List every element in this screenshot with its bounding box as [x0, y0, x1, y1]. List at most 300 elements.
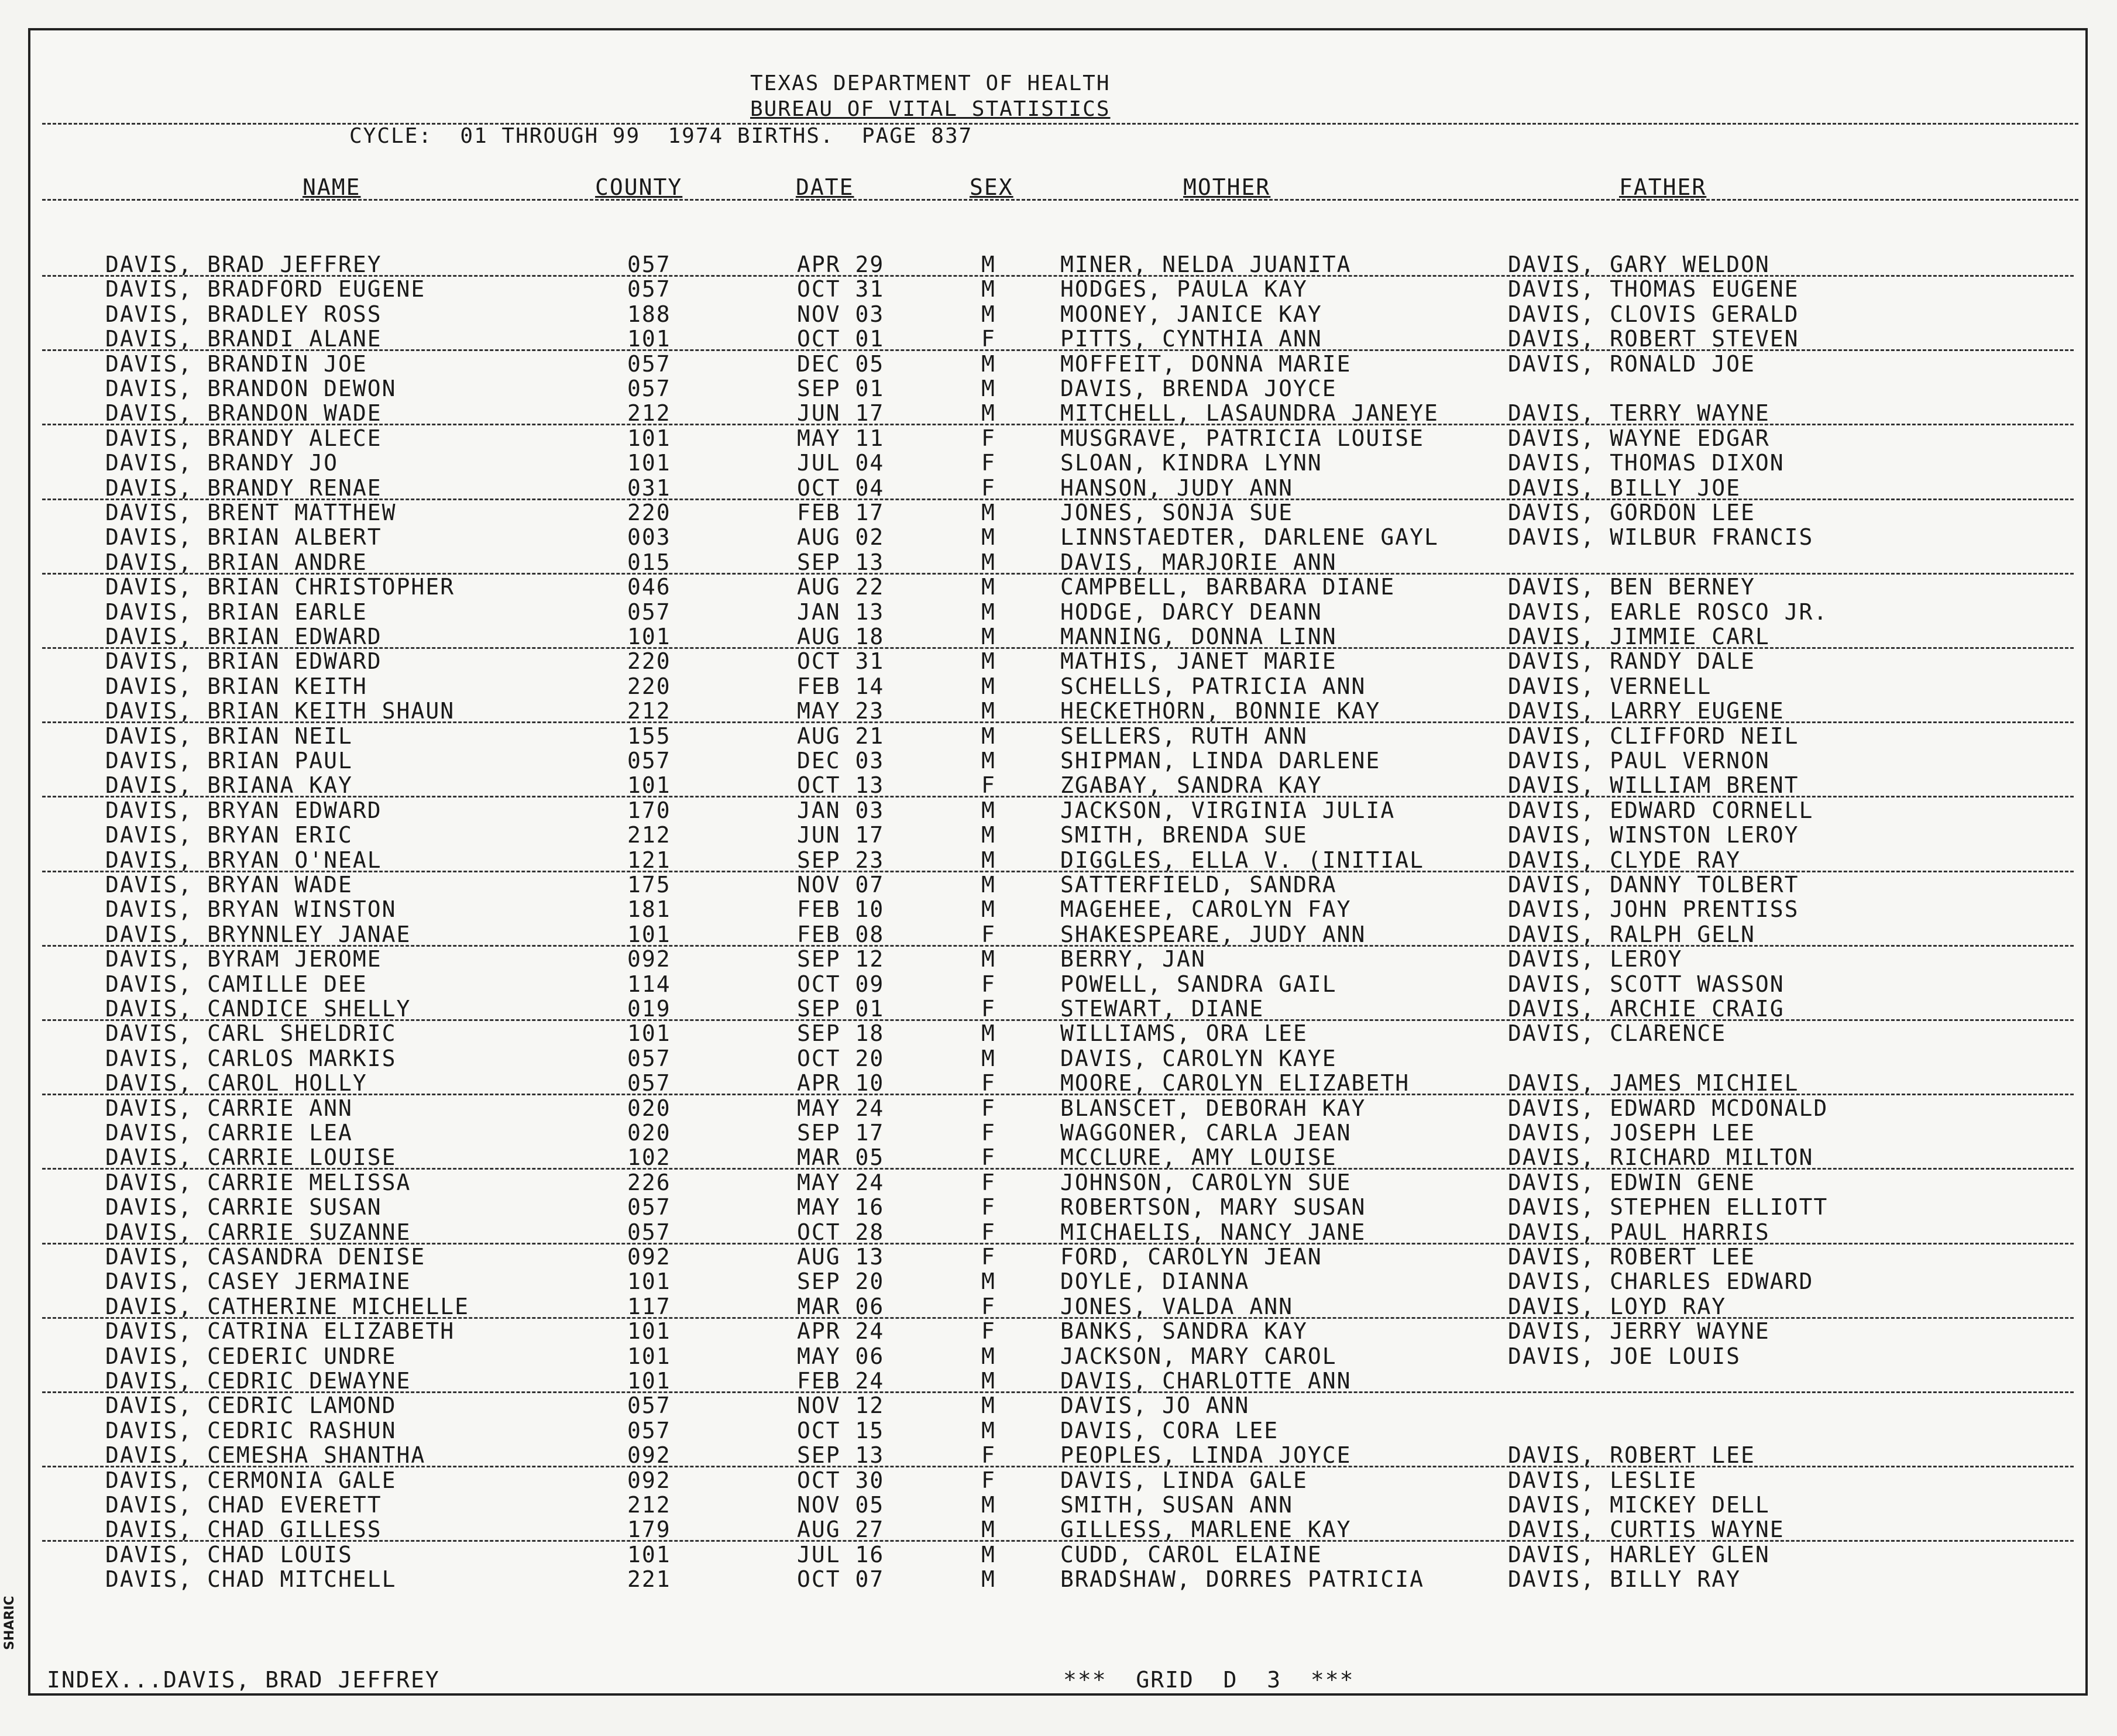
cell-father: DAVIS, VERNELL	[1508, 673, 1712, 699]
cell-date: OCT 28	[797, 1219, 885, 1245]
table-row	[30, 1194, 2085, 1219]
cell-sex: M	[981, 524, 996, 551]
cell-name: DAVIS, BRANDY RENAE	[105, 475, 382, 501]
cell-date: OCT 01	[797, 326, 885, 352]
cell-name: DAVIS, CEDRIC DEWAYNE	[105, 1368, 411, 1394]
cell-date: OCT 09	[797, 971, 885, 997]
cell-date: OCT 30	[797, 1467, 885, 1493]
cell-sex: F	[981, 326, 996, 352]
cell-mother: MCCLURE, AMY LOUISE	[1060, 1144, 1337, 1171]
cell-name: DAVIS, CAMILLE DEE	[105, 971, 367, 997]
cell-sex: F	[981, 971, 996, 997]
cell-father: DAVIS, HARLEY GLEN	[1508, 1541, 1770, 1567]
cell-county: 101	[627, 1368, 671, 1394]
cell-date: SEP 12	[797, 946, 885, 972]
table-row	[30, 276, 2085, 301]
cell-name: DAVIS, BRENT MATTHEW	[105, 500, 397, 525]
cell-county: 220	[627, 648, 671, 675]
cell-date: OCT 07	[797, 1566, 885, 1593]
cell-father: DAVIS, CLYDE RAY	[1508, 847, 1741, 873]
cell-sex: M	[981, 1020, 996, 1047]
table-row	[30, 1393, 2085, 1417]
cell-mother: SHIPMAN, LINDA DARLENE	[1060, 748, 1381, 774]
cell-father: DAVIS, JERRY WAYNE	[1508, 1318, 1770, 1345]
cell-father: DAVIS, EDWIN GENE	[1508, 1169, 1755, 1195]
cell-father: DAVIS, PAUL VERNON	[1508, 748, 1770, 774]
cell-father: DAVIS, PAUL HARRIS	[1508, 1219, 1770, 1245]
column-header-date: DATE	[796, 174, 854, 200]
cell-name: DAVIS, BRIAN KEITH	[105, 673, 367, 699]
cell-date: AUG 21	[797, 723, 885, 749]
cell-mother: SMITH, SUSAN ANN	[1060, 1492, 1294, 1518]
cell-date: OCT 31	[797, 648, 885, 675]
cell-name: DAVIS, BRIAN NEIL	[105, 723, 353, 749]
cell-father: DAVIS, JOSEPH LEE	[1508, 1120, 1755, 1146]
cell-sex: M	[981, 1045, 996, 1071]
cell-date: FEB 24	[797, 1368, 885, 1394]
table-row	[30, 1492, 2085, 1517]
cell-date: MAY 11	[797, 425, 885, 451]
cell-county: 101	[627, 1020, 671, 1047]
cell-mother: DAVIS, MARJORIE ANN	[1060, 549, 1337, 575]
bureau-title: BUREAU OF VITAL STATISTICS	[750, 97, 1111, 121]
cell-date: SEP 20	[797, 1269, 885, 1295]
cell-county: 101	[627, 425, 671, 451]
agency-title: TEXAS DEPARTMENT OF HEALTH	[750, 71, 1111, 95]
index-footer: INDEX...DAVIS, BRAD JEFFREY	[47, 1667, 440, 1693]
cell-county: 020	[627, 1095, 671, 1121]
cell-mother: WILLIAMS, ORA LEE	[1060, 1020, 1308, 1047]
cell-mother: DAVIS, LINDA GALE	[1060, 1467, 1308, 1493]
cell-sex: M	[981, 574, 996, 600]
cell-sex: F	[981, 1194, 996, 1221]
cell-sex: F	[981, 1318, 996, 1345]
cell-name: DAVIS, CAROL HOLLY	[105, 1070, 367, 1096]
table-row	[30, 1170, 2085, 1194]
cell-mother: STEWART, DIANE	[1060, 996, 1264, 1022]
cell-name: DAVIS, CASEY JERMAINE	[105, 1269, 411, 1295]
cell-date: AUG 02	[797, 524, 885, 551]
table-row	[30, 1542, 2085, 1566]
cell-mother: BLANSCET, DEBORAH KAY	[1060, 1095, 1366, 1121]
cell-father: DAVIS, RALPH GELN	[1508, 921, 1755, 947]
cell-county: 092	[627, 1244, 671, 1270]
cell-sex: M	[981, 946, 996, 972]
cell-sex: M	[981, 872, 996, 898]
cell-name: DAVIS, BRIANA KAY	[105, 772, 353, 799]
cell-father: DAVIS, SCOTT WASSON	[1508, 971, 1785, 997]
cell-date: MAY 06	[797, 1343, 885, 1369]
cell-father: DAVIS, WINSTON LEROY	[1508, 822, 1799, 848]
cell-county: 101	[627, 772, 671, 799]
cell-county: 101	[627, 1318, 671, 1345]
table-row	[30, 524, 2085, 549]
table-row	[30, 1120, 2085, 1144]
cell-father: DAVIS, CHARLES EDWARD	[1508, 1269, 1814, 1295]
cell-date: AUG 27	[797, 1517, 885, 1543]
cell-county: 221	[627, 1566, 671, 1593]
cell-sex: M	[981, 1343, 996, 1369]
cell-name: DAVIS, BRIAN CHRISTOPHER	[105, 574, 455, 600]
cell-mother: MITCHELL, LASAUNDRA JANEYE	[1060, 400, 1439, 427]
table-row	[30, 723, 2085, 748]
cell-sex: M	[981, 1517, 996, 1543]
cell-county: 057	[627, 599, 671, 625]
cell-name: DAVIS, BRADLEY ROSS	[105, 301, 382, 327]
cell-mother: MAGEHEE, CAROLYN FAY	[1060, 896, 1352, 923]
cell-date: SEP 13	[797, 549, 885, 575]
cell-county: 114	[627, 971, 671, 997]
cell-mother: MOFFEIT, DONNA MARIE	[1060, 350, 1352, 377]
cell-father: DAVIS, EARLE ROSCO JR.	[1508, 599, 1829, 625]
cell-father: DAVIS, MICKEY DELL	[1508, 1492, 1770, 1518]
cell-father: DAVIS, LESLIE	[1508, 1467, 1697, 1493]
cell-name: DAVIS, BRANDON WADE	[105, 400, 382, 427]
cell-name: DAVIS, BRANDIN JOE	[105, 350, 367, 377]
cell-name: DAVIS, CARRIE SUZANNE	[105, 1219, 411, 1245]
cell-mother: BRADSHAW, DORRES PATRICIA	[1060, 1566, 1424, 1593]
cell-mother: SCHELLS, PATRICIA ANN	[1060, 673, 1366, 699]
cell-name: DAVIS, BRYAN WADE	[105, 872, 353, 898]
cell-date: OCT 13	[797, 772, 885, 799]
cell-county: 175	[627, 872, 671, 898]
cell-county: 057	[627, 1219, 671, 1245]
cell-county: 057	[627, 748, 671, 774]
cell-father: DAVIS, LARRY EUGENE	[1508, 698, 1785, 724]
cell-mother: MINER, NELDA JUANITA	[1060, 252, 1352, 277]
cell-county: 220	[627, 673, 671, 699]
table-row	[30, 1566, 2085, 1591]
cell-county: 226	[627, 1169, 671, 1195]
cell-sex: M	[981, 797, 996, 823]
cell-county: 057	[627, 276, 671, 302]
cell-county: 121	[627, 847, 671, 873]
table-row	[30, 946, 2085, 971]
cell-sex: M	[981, 376, 996, 401]
cell-father: DAVIS, JIMMIE CARL	[1508, 624, 1770, 649]
cell-date: FEB 14	[797, 673, 885, 699]
cell-date: JUN 17	[797, 822, 885, 848]
cell-sex: M	[981, 301, 996, 327]
table-row	[30, 896, 2085, 921]
cell-sex: F	[981, 1442, 996, 1469]
table-row	[30, 1244, 2085, 1269]
cell-name: DAVIS, CARRIE LEA	[105, 1120, 353, 1146]
cell-county: 057	[627, 1194, 671, 1221]
cell-name: DAVIS, CARRIE SUSAN	[105, 1194, 382, 1221]
cell-date: APR 10	[797, 1070, 885, 1096]
cell-county: 101	[627, 1541, 671, 1567]
cell-father: DAVIS, CURTIS WAYNE	[1508, 1517, 1785, 1543]
cell-county: 101	[627, 1269, 671, 1295]
cell-county: 181	[627, 896, 671, 923]
cell-county: 019	[627, 996, 671, 1022]
cell-name: DAVIS, CATHERINE MICHELLE	[105, 1293, 469, 1319]
cell-date: JUN 17	[797, 400, 885, 427]
cell-date: OCT 15	[797, 1417, 885, 1443]
cell-mother: CUDD, CAROL ELAINE	[1060, 1541, 1322, 1567]
cell-mother: HECKETHORN, BONNIE KAY	[1060, 698, 1381, 724]
cell-sex: M	[981, 624, 996, 649]
cell-mother: ROBERTSON, MARY SUSAN	[1060, 1194, 1366, 1221]
cell-county: 170	[627, 797, 671, 823]
cell-date: MAR 05	[797, 1144, 885, 1171]
table-row	[30, 1070, 2085, 1095]
cell-date: SEP 18	[797, 1020, 885, 1047]
cell-name: DAVIS, CHAD MITCHELL	[105, 1566, 397, 1593]
table-row	[30, 425, 2085, 450]
cell-sex: M	[981, 723, 996, 749]
cell-name: DAVIS, CASANDRA DENISE	[105, 1244, 426, 1270]
cell-father: DAVIS, JAMES MICHIEL	[1508, 1070, 1799, 1096]
cell-sex: M	[981, 896, 996, 923]
table-row	[30, 872, 2085, 896]
cell-mother: HODGES, PAULA KAY	[1060, 276, 1308, 302]
cell-county: 212	[627, 698, 671, 724]
cell-sex: M	[981, 847, 996, 873]
cell-sex: F	[981, 996, 996, 1022]
cell-date: MAY 16	[797, 1194, 885, 1221]
cell-date: APR 24	[797, 1318, 885, 1345]
cell-mother: MATHIS, JANET MARIE	[1060, 648, 1337, 675]
cell-name: DAVIS, BRYAN ERIC	[105, 822, 353, 848]
cell-mother: ZGABAY, SANDRA KAY	[1060, 772, 1322, 799]
column-header-divider	[42, 199, 2078, 201]
cell-date: SEP 17	[797, 1120, 885, 1146]
cell-father: DAVIS, WILBUR FRANCIS	[1508, 524, 1814, 551]
table-row	[30, 574, 2085, 599]
cell-date: OCT 04	[797, 475, 885, 501]
cell-mother: SHAKESPEARE, JUDY ANN	[1060, 921, 1366, 947]
cell-mother: JONES, SONJA SUE	[1060, 500, 1294, 525]
table-row	[30, 475, 2085, 500]
cell-name: DAVIS, BRYAN EDWARD	[105, 797, 382, 823]
cell-father: DAVIS, ROBERT STEVEN	[1508, 326, 1799, 352]
cell-mother: JONES, VALDA ANN	[1060, 1293, 1294, 1319]
table-row	[30, 1343, 2085, 1368]
cell-father: DAVIS, JOHN PRENTISS	[1508, 896, 1799, 923]
table-row	[30, 1368, 2085, 1393]
cell-date: DEC 03	[797, 748, 885, 774]
cell-name: DAVIS, CERMONIA GALE	[105, 1467, 397, 1493]
cell-father: DAVIS, ARCHIE CRAIG	[1508, 996, 1785, 1022]
cell-mother: DAVIS, CHARLOTTE ANN	[1060, 1368, 1352, 1394]
table-row	[30, 1442, 2085, 1467]
cell-sex: F	[981, 425, 996, 451]
column-header-county: COUNTY	[595, 174, 683, 200]
cell-name: DAVIS, BRIAN ALBERT	[105, 524, 382, 551]
cell-father: DAVIS, DANNY TOLBERT	[1508, 872, 1799, 898]
cell-county: 212	[627, 1492, 671, 1518]
cell-date: NOV 05	[797, 1492, 885, 1518]
cell-date: APR 29	[797, 252, 885, 277]
cell-mother: DAVIS, CORA LEE	[1060, 1417, 1279, 1443]
cell-father: DAVIS, GORDON LEE	[1508, 500, 1755, 525]
table-row	[30, 1467, 2085, 1492]
table-row	[30, 922, 2085, 946]
cell-mother: DAVIS, BRENDA JOYCE	[1060, 376, 1337, 401]
cell-date: MAY 24	[797, 1095, 885, 1121]
table-row	[30, 648, 2085, 673]
cell-sex: M	[981, 822, 996, 848]
cell-sex: M	[981, 350, 996, 377]
column-header-name: NAME	[303, 174, 361, 200]
table-row	[30, 1020, 2085, 1045]
table-row	[30, 1318, 2085, 1343]
cell-date: NOV 03	[797, 301, 885, 327]
cell-mother: MUSGRAVE, PATRICIA LOUISE	[1060, 425, 1424, 451]
cell-father: DAVIS, BILLY JOE	[1508, 475, 1741, 501]
cell-sex: F	[981, 1219, 996, 1245]
cell-date: FEB 17	[797, 500, 885, 525]
table-row	[30, 376, 2085, 400]
table-row	[30, 1269, 2085, 1293]
cell-date: NOV 12	[797, 1393, 885, 1419]
cell-county: 092	[627, 1442, 671, 1469]
cell-sex: M	[981, 276, 996, 302]
cell-date: JUL 04	[797, 450, 885, 476]
cell-mother: DIGGLES, ELLA V. (INITIAL	[1060, 847, 1424, 873]
cell-name: DAVIS, CEMESHA SHANTHA	[105, 1442, 426, 1469]
cell-sex: F	[981, 1095, 996, 1121]
cell-name: DAVIS, CEDRIC RASHUN	[105, 1417, 397, 1443]
cell-county: 057	[627, 252, 671, 277]
cell-date: SEP 13	[797, 1442, 885, 1469]
table-row	[30, 822, 2085, 847]
cell-sex: M	[981, 1269, 996, 1295]
cell-father: DAVIS, CLARENCE	[1508, 1020, 1727, 1047]
cell-name: DAVIS, CHAD EVERETT	[105, 1492, 382, 1518]
cell-county: 003	[627, 524, 671, 551]
cell-county: 212	[627, 400, 671, 427]
cell-county: 057	[627, 376, 671, 401]
cell-mother: POWELL, SANDRA GAIL	[1060, 971, 1337, 997]
cell-county: 188	[627, 301, 671, 327]
cell-father: DAVIS, ROBERT LEE	[1508, 1442, 1755, 1469]
cell-sex: M	[981, 698, 996, 724]
cell-father: DAVIS, TERRY WAYNE	[1508, 400, 1770, 427]
cell-county: 220	[627, 500, 671, 525]
cell-mother: SELLERS, RUTH ANN	[1060, 723, 1308, 749]
cell-father: DAVIS, STEPHEN ELLIOTT	[1508, 1194, 1829, 1221]
cell-county: 057	[627, 1417, 671, 1443]
cell-date: NOV 07	[797, 872, 885, 898]
table-row	[30, 1219, 2085, 1244]
cell-date: DEC 05	[797, 350, 885, 377]
cell-mother: BERRY, JAN	[1060, 946, 1206, 972]
side-label: SHARIC	[2, 1596, 17, 1650]
cell-county: 179	[627, 1517, 671, 1543]
cell-father: DAVIS, RONALD JOE	[1508, 350, 1755, 377]
cell-name: DAVIS, CANDICE SHELLY	[105, 996, 411, 1022]
grid-footer: *** GRID D 3 ***	[1063, 1667, 1355, 1693]
table-row	[30, 1095, 2085, 1120]
cell-father: DAVIS, EDWARD CORNELL	[1508, 797, 1814, 823]
cell-sex: M	[981, 252, 996, 277]
cell-county: 092	[627, 946, 671, 972]
cell-county: 057	[627, 1070, 671, 1096]
table-row	[30, 1294, 2085, 1318]
table-row	[30, 549, 2085, 574]
cell-father: DAVIS, RICHARD MILTON	[1508, 1144, 1814, 1171]
cell-name: DAVIS, CATRINA ELIZABETH	[105, 1318, 455, 1345]
cell-sex: M	[981, 1417, 996, 1443]
cell-county: 020	[627, 1120, 671, 1146]
cell-father: DAVIS, BILLY RAY	[1508, 1566, 1741, 1593]
cell-date: MAY 24	[797, 1169, 885, 1195]
table-row	[30, 797, 2085, 822]
cell-sex: M	[981, 648, 996, 675]
cell-mother: SATTERFIELD, SANDRA	[1060, 872, 1337, 898]
cell-mother: HODGE, DARCY DEANN	[1060, 599, 1322, 625]
cell-name: DAVIS, BRIAN ANDRE	[105, 549, 367, 575]
table-row	[30, 450, 2085, 475]
cell-date: JUL 16	[797, 1541, 885, 1567]
cell-county: 155	[627, 723, 671, 749]
cell-name: DAVIS, CARLOS MARKIS	[105, 1045, 397, 1071]
table-row	[30, 326, 2085, 350]
cell-name: DAVIS, BRIAN EDWARD	[105, 624, 382, 649]
table-row	[30, 624, 2085, 648]
cell-sex: M	[981, 748, 996, 774]
cell-sex: M	[981, 400, 996, 427]
cell-name: DAVIS, BRANDON DEWON	[105, 376, 397, 401]
cell-sex: F	[981, 1169, 996, 1195]
cell-father: DAVIS, EDWARD MCDONALD	[1508, 1095, 1829, 1121]
cell-county: 057	[627, 1393, 671, 1419]
cell-date: AUG 18	[797, 624, 885, 649]
cell-county: 057	[627, 350, 671, 377]
cell-date: SEP 01	[797, 376, 885, 401]
cell-father: DAVIS, LOYD RAY	[1508, 1293, 1727, 1319]
cell-mother: MOORE, CAROLYN ELIZABETH	[1060, 1070, 1410, 1096]
table-row	[30, 748, 2085, 772]
cell-county: 015	[627, 549, 671, 575]
cell-mother: MANNING, DONNA LINN	[1060, 624, 1337, 649]
column-header-mother: MOTHER	[1183, 174, 1271, 200]
cell-date: JAN 13	[797, 599, 885, 625]
cell-sex: M	[981, 599, 996, 625]
cell-mother: SMITH, BRENDA SUE	[1060, 822, 1308, 848]
cell-name: DAVIS, BRANDY JO	[105, 450, 339, 476]
cell-sex: M	[981, 549, 996, 575]
table-row	[30, 252, 2085, 276]
cell-mother: DAVIS, JO ANN	[1060, 1393, 1250, 1419]
column-header-sex: SEX	[970, 174, 1013, 200]
table-row	[30, 673, 2085, 698]
cell-date: MAR 06	[797, 1293, 885, 1319]
cell-county: 101	[627, 624, 671, 649]
cell-sex: F	[981, 475, 996, 501]
cell-name: DAVIS, CEDERIC UNDRE	[105, 1343, 397, 1369]
cell-sex: F	[981, 1144, 996, 1171]
cell-name: DAVIS, BRIAN KEITH SHAUN	[105, 698, 455, 724]
cell-mother: DAVIS, CAROLYN KAYE	[1060, 1045, 1337, 1071]
cell-father: DAVIS, ROBERT LEE	[1508, 1244, 1755, 1270]
cell-name: DAVIS, CARRIE ANN	[105, 1095, 353, 1121]
cell-father: DAVIS, CLIFFORD NEIL	[1508, 723, 1799, 749]
cell-mother: LINNSTAEDTER, DARLENE GAYL	[1060, 524, 1439, 551]
cell-father: DAVIS, THOMAS EUGENE	[1508, 276, 1799, 302]
cell-father: DAVIS, JOE LOUIS	[1508, 1343, 1741, 1369]
cell-father: DAVIS, RANDY DALE	[1508, 648, 1755, 675]
cell-name: DAVIS, BRYNNLEY JANAE	[105, 921, 411, 947]
table-row	[30, 698, 2085, 723]
cell-name: DAVIS, BRANDI ALANE	[105, 326, 382, 352]
cell-father: DAVIS, THOMAS DIXON	[1508, 450, 1785, 476]
cell-sex: M	[981, 1393, 996, 1419]
cell-name: DAVIS, CARRIE LOUISE	[105, 1144, 397, 1171]
